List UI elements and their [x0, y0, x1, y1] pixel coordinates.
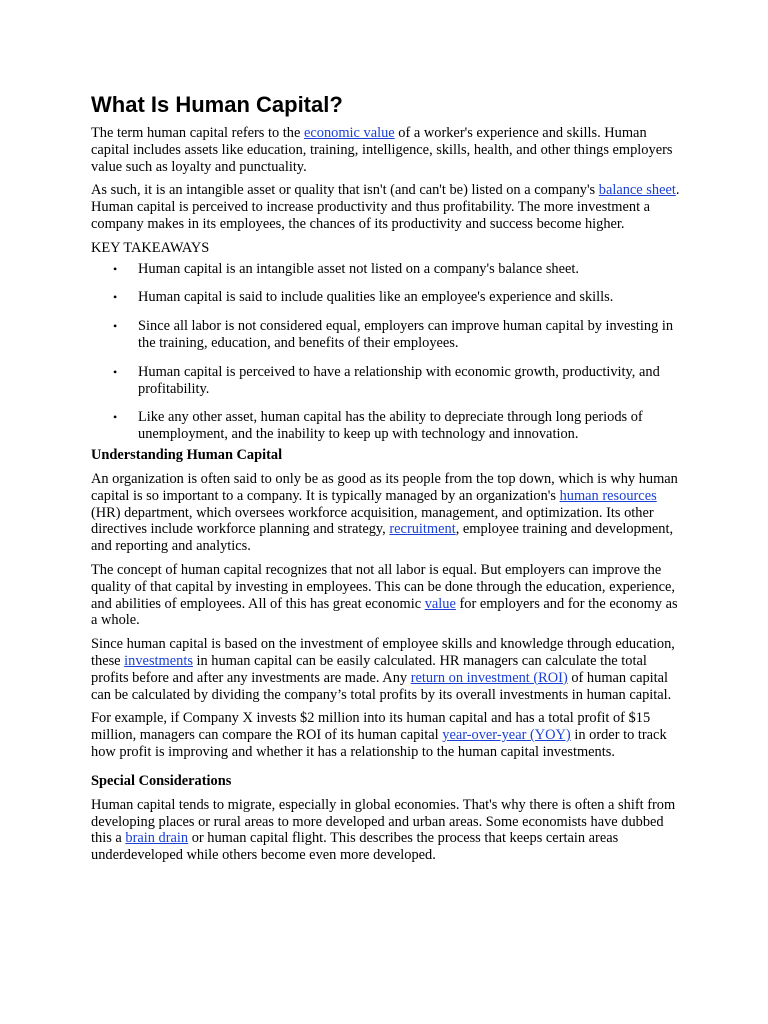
- link-balance-sheet[interactable]: balance sheet: [598, 182, 676, 199]
- page-title: What Is Human Capital?: [91, 92, 343, 117]
- list-item: [91, 318, 681, 352]
- intro-paragraph-1: [91, 125, 681, 175]
- list-item-text: Human capital is said to include qualities like an employee's experience and skills.: [138, 289, 614, 306]
- text-span: or human capital flight. This describes the process that keeps certain areas underdeveloped while others become even more developed.: [91, 830, 619, 864]
- link-recruitment[interactable]: recruitment: [389, 521, 456, 538]
- key-takeaways-list: [91, 261, 681, 443]
- link-investments[interactable]: investments: [124, 652, 193, 669]
- text-span: in order to track how profit is improving and whether it has a relationship to the human capital investments.: [91, 727, 667, 760]
- understanding-paragraph-2: [91, 562, 681, 629]
- bullet-icon: •: [113, 290, 118, 305]
- list-item-text: Since all labor is not considered equal, employers can improve human capital by investing in the training, education, and benefits of their employees.: [138, 318, 674, 351]
- text-span: in human capital can be easily calculated. HR managers can calculate the total profits before and after any investments are made. Any: [91, 652, 647, 686]
- list-item: [91, 409, 681, 443]
- text-span: For example, if Company X invests $2 million into its human capital and has a total profit of $15 million, managers can compare the ROI of its human capital: [91, 710, 651, 744]
- section-heading-special-considerations: Special Considerations: [91, 772, 232, 789]
- link-value[interactable]: value: [424, 595, 456, 612]
- text-span: Since human capital is based on the investment of employee skills and knowledge through education, these: [91, 636, 675, 669]
- bullet-icon: •: [113, 261, 118, 276]
- text-span: An organization is often said to only be as good as its people from the top down, which is why human capital is so important to a company. It is typically managed by an organization's: [91, 470, 678, 504]
- link-return-on-investment[interactable]: return on investment (ROI): [410, 669, 568, 686]
- link-brain-drain[interactable]: brain drain: [125, 830, 189, 847]
- list-item: [91, 364, 681, 398]
- list-item-text: Like any other asset, human capital has the ability to depreciate through long periods of unemployment, and the inability to keep up with technology and innovation.: [138, 409, 643, 443]
- list-item-text: Human capital is an intangible asset not listed on a company's balance sheet.: [138, 260, 579, 277]
- list-item: [91, 289, 681, 306]
- link-year-over-year[interactable]: year-over-year (YOY): [442, 727, 571, 744]
- text-span: of human capital can be calculated by dividing the company’s total profits by its overall investments in human capital.: [91, 669, 672, 703]
- special-paragraph-1: [91, 797, 681, 864]
- understanding-paragraph-3: [91, 636, 681, 703]
- understanding-paragraph-1: [91, 471, 681, 555]
- link-human-resources[interactable]: human resources: [559, 487, 657, 504]
- text-span: The term human capital refers to the: [91, 125, 304, 141]
- list-item-text: Human capital is perceived to have a relationship with economic growth, productivity, and profitability.: [138, 363, 660, 397]
- bullet-icon: •: [113, 319, 118, 334]
- section-heading-understanding: Understanding Human Capital: [91, 446, 283, 463]
- text-span: The concept of human capital recognizes that not all labor is equal. But employers can improve the quality of that capital by investing in employees. This can be done through the education, experience, and abilities of employees. All of this has great economic: [91, 561, 675, 612]
- bullet-icon: •: [113, 410, 118, 425]
- article: [91, 92, 681, 871]
- bullet-icon: •: [113, 364, 118, 379]
- text-span: (HR) department, which oversees workforce acquisition, management, and optimization. Its other directives include workforce planning and strategy,: [91, 504, 654, 538]
- text-span: of a worker's experience and skills. Human capital includes assets like education, training, intelligence, skills, health, and other things employers value such as loyalty and punctuality.: [91, 125, 673, 175]
- text-span: . Human capital is perceived to increase productivity and thus profitability. The more investment a company makes in its employees, the chances of its productivity and success become higher.: [91, 182, 680, 232]
- intro-paragraph-2: [91, 182, 681, 232]
- text-span: , employee training and development, and reporting and analytics.: [91, 521, 674, 555]
- text-span: for employers and for the economy as a whole.: [91, 595, 678, 629]
- list-item: [91, 261, 681, 278]
- link-economic-value[interactable]: economic value: [303, 125, 395, 141]
- key-takeaways-heading: KEY TAKEAWAYS: [91, 239, 210, 256]
- understanding-paragraph-4: [91, 710, 681, 760]
- text-span: As such, it is an intangible asset or quality that isn't (and can't be) listed on a company's: [91, 182, 599, 199]
- text-span: Human capital tends to migrate, especially in global economies. That's why there is often a shift from developing places or rural areas to more developed and urban areas. Some economists have dubbed this a: [91, 796, 676, 847]
